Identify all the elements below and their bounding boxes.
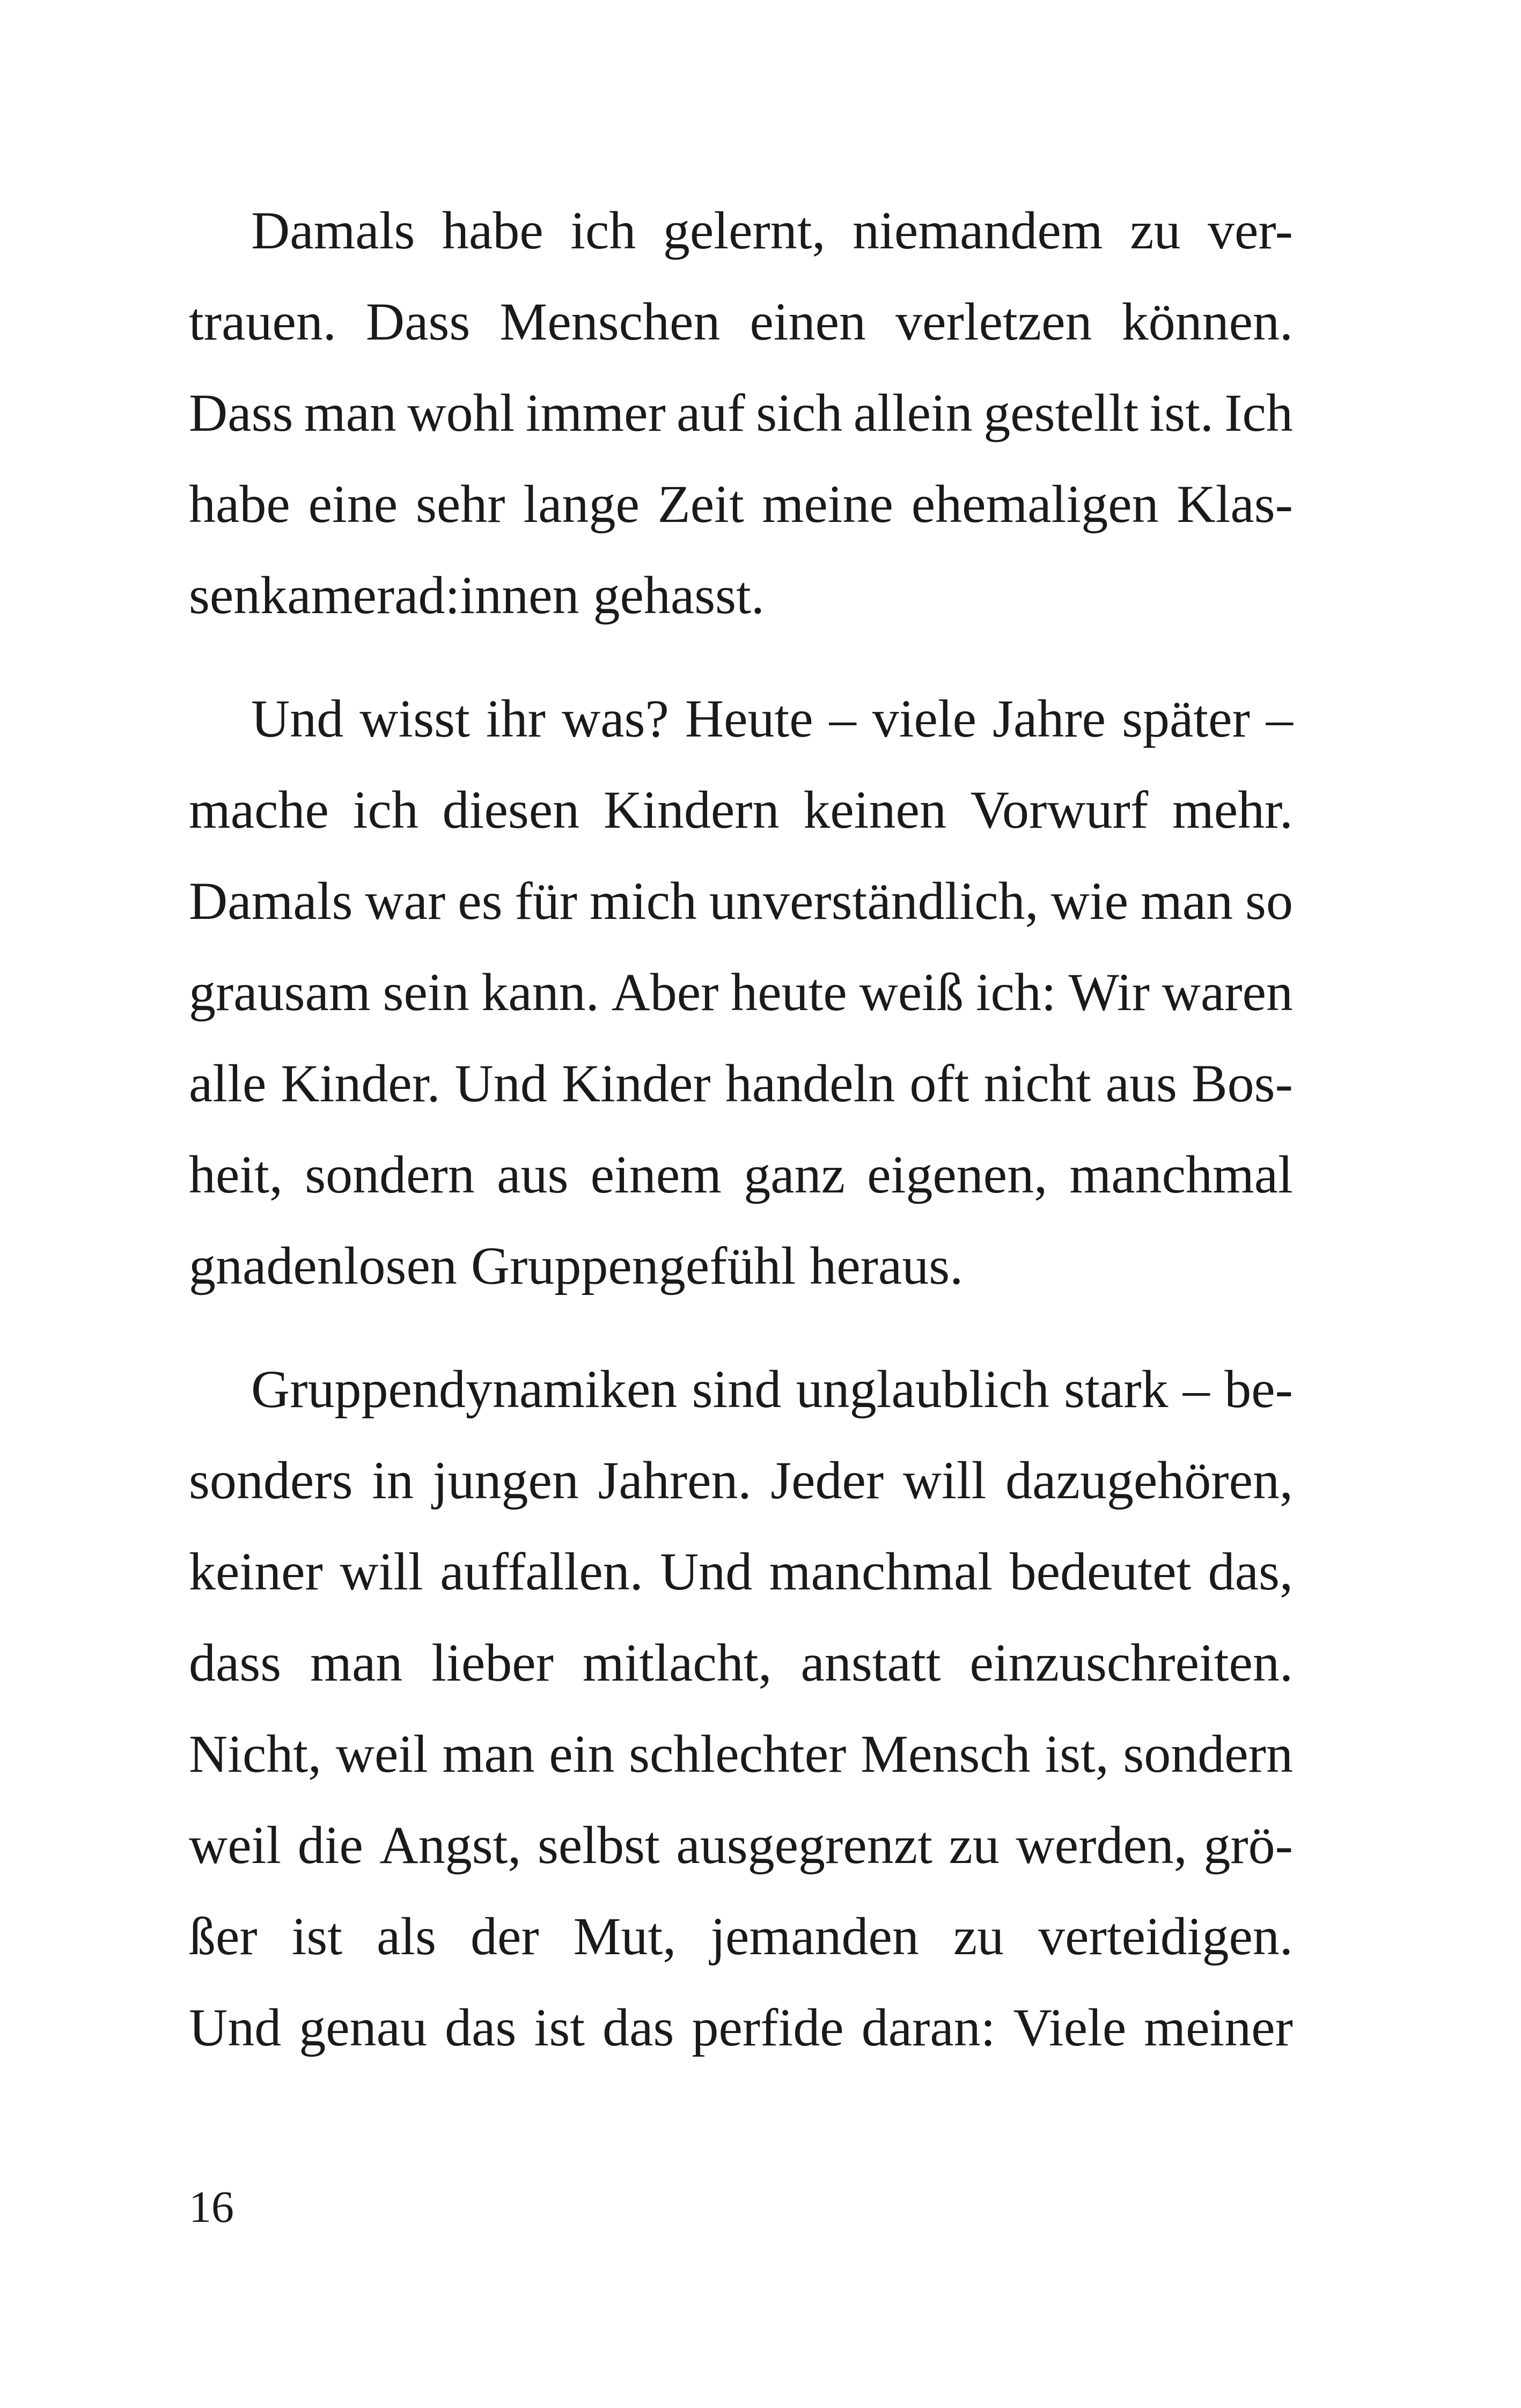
- text-line: weil die Angst, selbst ausgegrenzt zu werden, grö-: [189, 1815, 1293, 1875]
- text-line: alle Kinder. Und Kinder handeln oft nicht aus Bos-: [189, 1054, 1293, 1113]
- text-line: Und wisst ihr was? Heute – viele Jahre später –: [251, 689, 1293, 748]
- page-number: 16: [189, 2182, 234, 2232]
- text-line: mache ich diesen Kindern keinen Vorwurf mehr.: [189, 780, 1293, 840]
- text-line: Nicht, weil man ein schlechter Mensch ist, sondern: [189, 1724, 1293, 1784]
- text-line: Damals habe ich gelernt, niemandem zu ver-: [251, 201, 1293, 260]
- text-line: gnadenlosen Gruppengefühl heraus.: [189, 1236, 964, 1295]
- text-line: habe eine sehr lange Zeit meine ehemaligen Klas-: [189, 474, 1293, 534]
- text-line: senkamerad:innen gehasst.: [189, 565, 765, 625]
- text-line: Gruppendynamiken sind unglaublich stark – be-: [251, 1359, 1293, 1419]
- text-line: keiner will auffallen. Und manchmal bedeutet das,: [189, 1542, 1293, 1601]
- text-line: dass man lieber mitlacht, anstatt einzuschreiten.: [189, 1633, 1293, 1692]
- text-line: trauen. Dass Menschen einen verletzen können.: [189, 292, 1293, 351]
- text-line: Dass man wohl immer auf sich allein gestellt ist. Ich: [189, 383, 1293, 443]
- text-line: Damals war es für mich unverständlich, wie man so: [189, 871, 1293, 931]
- text-line: sonders in jungen Jahren. Jeder will dazugehören,: [189, 1450, 1293, 1510]
- text-line: ßer ist als der Mut, jemanden zu verteidigen.: [189, 1906, 1293, 1966]
- text-line: grausam sein kann. Aber heute weiß ich: Wir waren: [189, 962, 1293, 1022]
- text-line: heit, sondern aus einem ganz eigenen, manchmal: [189, 1145, 1293, 1204]
- text-line: Und genau das ist das perfide daran: Viele meiner: [189, 1998, 1293, 2057]
